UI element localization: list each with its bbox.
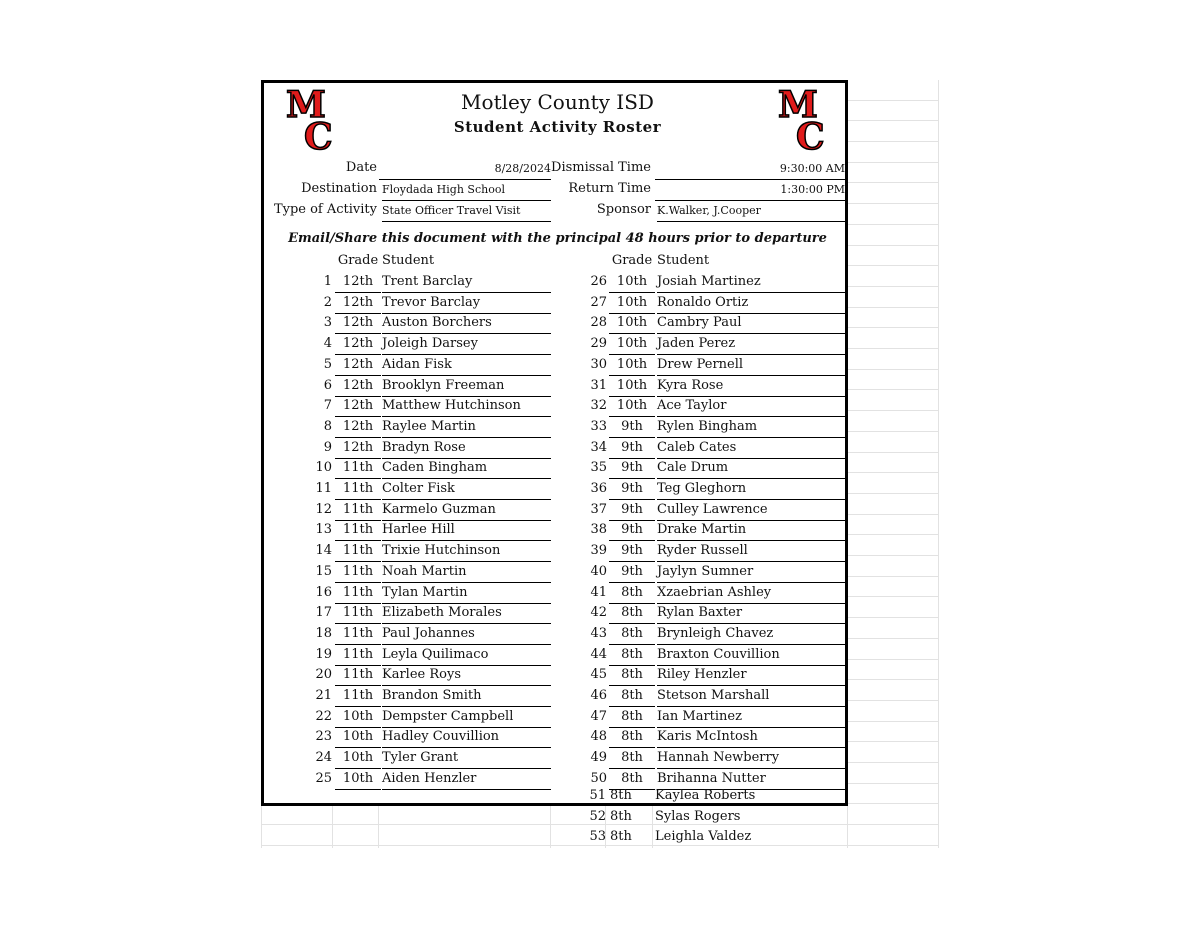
student-name[interactable]: Stetson Marshall bbox=[657, 686, 845, 707]
student-name[interactable]: Josiah Martinez bbox=[657, 272, 845, 293]
student-name[interactable]: Leighla Valdez bbox=[655, 829, 752, 845]
row-number: 49 bbox=[590, 750, 607, 766]
dismissal-time-label: Dismissal Time bbox=[551, 160, 651, 175]
student-name[interactable]: Caleb Cates bbox=[657, 438, 845, 459]
svg-text:M: M bbox=[286, 87, 326, 126]
roster-frame bbox=[261, 80, 848, 806]
destination-value[interactable]: Floydada High School bbox=[382, 180, 551, 201]
row-number: 48 bbox=[590, 729, 607, 745]
student-grade[interactable]: 8th bbox=[610, 788, 632, 803]
student-grade[interactable]: 8th bbox=[610, 829, 632, 845]
student-name[interactable]: Braxton Couvillion bbox=[657, 645, 845, 666]
row-number: 1 bbox=[323, 274, 332, 289]
student-name[interactable]: Teg Gleghorn bbox=[657, 479, 845, 500]
row-number: 44 bbox=[590, 646, 607, 662]
row-number: 43 bbox=[590, 625, 607, 641]
student-grade[interactable]: 9th bbox=[609, 458, 655, 479]
student-name[interactable]: Bradyn Rose bbox=[382, 438, 551, 459]
student-name[interactable]: Tylan Martin bbox=[382, 583, 551, 604]
student-grade[interactable]: 8th bbox=[609, 603, 655, 624]
row-number: 29 bbox=[590, 336, 607, 352]
student-name[interactable]: Dempster Campbell bbox=[382, 707, 551, 728]
student-grade[interactable]: 8th bbox=[609, 645, 655, 666]
student-name[interactable]: Rylen Bingham bbox=[657, 417, 845, 438]
row-number: 52 bbox=[589, 808, 606, 824]
row-number: 4 bbox=[323, 336, 332, 352]
row-number: 45 bbox=[590, 667, 607, 683]
student-grade[interactable]: 10th bbox=[609, 313, 655, 334]
student-grade[interactable]: 11th bbox=[335, 686, 381, 707]
row-number: 31 bbox=[590, 377, 607, 393]
student-name[interactable]: Caden Bingham bbox=[382, 458, 551, 479]
page-subtitle: Student Activity Roster bbox=[453, 118, 662, 136]
left-student-header: Student bbox=[382, 253, 435, 268]
student-name[interactable]: Hadley Couvillion bbox=[382, 727, 551, 748]
student-name[interactable]: Aidan Fisk bbox=[382, 355, 551, 376]
student-grade[interactable]: 11th bbox=[335, 603, 381, 624]
destination-label: Destination bbox=[301, 181, 377, 196]
student-grade[interactable]: 12th bbox=[335, 334, 381, 355]
row-number: 42 bbox=[590, 605, 607, 621]
student-name[interactable]: Matthew Hutchinson bbox=[382, 396, 551, 417]
row-number: 20 bbox=[315, 667, 332, 683]
row-number: 12 bbox=[315, 501, 332, 517]
roster-sheet bbox=[261, 80, 939, 848]
student-name[interactable]: Drake Martin bbox=[657, 520, 845, 541]
student-name[interactable]: Ace Taylor bbox=[657, 396, 845, 417]
student-name[interactable]: Trevor Barclay bbox=[382, 293, 551, 314]
student-grade[interactable]: 10th bbox=[335, 769, 381, 790]
student-grade[interactable]: 12th bbox=[335, 272, 381, 293]
student-name[interactable]: Joleigh Darsey bbox=[382, 334, 551, 355]
student-grade[interactable]: 10th bbox=[335, 748, 381, 769]
student-grade[interactable]: 12th bbox=[335, 417, 381, 438]
student-grade[interactable]: 9th bbox=[609, 520, 655, 541]
row-number: 33 bbox=[590, 418, 607, 434]
student-grade[interactable]: 11th bbox=[335, 500, 381, 521]
student-grade[interactable]: 8th bbox=[609, 686, 655, 707]
student-name[interactable]: Trixie Hutchinson bbox=[382, 541, 551, 562]
row-number: 14 bbox=[315, 543, 332, 559]
row-number: 5 bbox=[323, 356, 332, 372]
student-grade[interactable]: 11th bbox=[335, 520, 381, 541]
student-name[interactable]: Sylas Rogers bbox=[655, 808, 741, 824]
right-grade-header: Grade bbox=[611, 253, 653, 268]
student-grade[interactable]: 10th bbox=[609, 334, 655, 355]
student-name[interactable]: Auston Borchers bbox=[382, 313, 551, 334]
row-number: 39 bbox=[590, 543, 607, 559]
row-number: 7 bbox=[323, 398, 332, 414]
sponsor-label: Sponsor bbox=[596, 202, 651, 217]
row-number: 37 bbox=[590, 501, 607, 517]
student-grade[interactable]: 8th bbox=[610, 808, 632, 824]
student-grade[interactable]: 10th bbox=[335, 707, 381, 728]
student-grade[interactable]: 12th bbox=[335, 396, 381, 417]
student-grade[interactable]: 10th bbox=[609, 293, 655, 314]
row-number: 8 bbox=[323, 418, 332, 434]
row-number: 40 bbox=[590, 563, 607, 579]
student-name[interactable]: Paul Johannes bbox=[382, 624, 551, 645]
sponsor-value[interactable]: K.Walker, J.Cooper bbox=[657, 201, 845, 222]
student-grade[interactable]: 11th bbox=[335, 541, 381, 562]
student-name[interactable]: Elizabeth Morales bbox=[382, 603, 551, 624]
student-grade[interactable]: 9th bbox=[609, 438, 655, 459]
student-name[interactable]: Karis McIntosh bbox=[657, 727, 845, 748]
row-number: 6 bbox=[323, 377, 332, 393]
row-number: 38 bbox=[590, 522, 607, 538]
return-time-label: Return Time bbox=[568, 181, 651, 196]
row-number: 30 bbox=[590, 356, 607, 372]
student-name[interactable]: Brandon Smith bbox=[382, 686, 551, 707]
student-grade[interactable]: 12th bbox=[335, 313, 381, 334]
student-name[interactable]: Kaylea Roberts bbox=[655, 788, 756, 803]
row-number: 2 bbox=[323, 294, 332, 310]
row-number: 34 bbox=[590, 439, 607, 455]
row-number: 41 bbox=[590, 584, 607, 600]
student-grade[interactable]: 11th bbox=[335, 458, 381, 479]
student-name[interactable]: Drew Pernell bbox=[657, 355, 845, 376]
date-value[interactable]: 8/28/2024 bbox=[379, 159, 551, 180]
student-name[interactable]: Colter Fisk bbox=[382, 479, 551, 500]
row-number: 3 bbox=[323, 315, 332, 331]
row-number: 36 bbox=[590, 481, 607, 496]
student-grade[interactable]: 9th bbox=[609, 479, 655, 500]
student-grade[interactable]: 8th bbox=[609, 769, 655, 790]
student-name[interactable]: Ryder Russell bbox=[657, 541, 845, 562]
student-name[interactable]: Raylee Martin bbox=[382, 417, 551, 438]
activity-type-label: Type of Activity bbox=[273, 202, 377, 217]
row-number: 47 bbox=[590, 708, 607, 724]
row-number: 18 bbox=[315, 625, 332, 641]
row-number: 46 bbox=[590, 688, 607, 703]
student-grade[interactable]: 9th bbox=[609, 541, 655, 562]
student-grade[interactable]: 10th bbox=[335, 727, 381, 748]
row-number: 32 bbox=[590, 398, 607, 414]
student-name[interactable]: Cale Drum bbox=[657, 458, 845, 479]
student-grade[interactable]: 12th bbox=[335, 438, 381, 459]
left-grade-header: Grade bbox=[337, 253, 379, 268]
student-grade[interactable]: 11th bbox=[335, 562, 381, 583]
right-student-header: Student bbox=[657, 253, 710, 268]
student-grade[interactable]: 10th bbox=[609, 272, 655, 293]
student-grade[interactable]: 8th bbox=[609, 665, 655, 686]
row-number: 23 bbox=[315, 729, 332, 745]
row-number: 21 bbox=[315, 688, 332, 703]
row-number: 22 bbox=[315, 708, 332, 724]
row-number: 26 bbox=[590, 274, 607, 289]
student-name[interactable]: Cambry Paul bbox=[657, 313, 845, 334]
student-name[interactable]: Karmelo Guzman bbox=[382, 500, 551, 521]
student-name[interactable]: Noah Martin bbox=[382, 562, 551, 583]
student-grade[interactable]: 8th bbox=[609, 707, 655, 728]
student-grade[interactable]: 11th bbox=[335, 645, 381, 666]
student-name[interactable]: Culley Lawrence bbox=[657, 500, 845, 521]
student-grade[interactable]: 10th bbox=[609, 355, 655, 376]
student-grade[interactable]: 12th bbox=[335, 376, 381, 397]
student-grade[interactable]: 10th bbox=[609, 396, 655, 417]
row-number: 16 bbox=[315, 584, 332, 600]
student-name[interactable]: Aiden Henzler bbox=[382, 769, 551, 790]
row-number: 35 bbox=[590, 460, 607, 476]
dismissal-time-value[interactable]: 9:30:00 AM bbox=[655, 159, 845, 180]
student-grade[interactable]: 8th bbox=[609, 727, 655, 748]
student-grade[interactable]: 8th bbox=[609, 748, 655, 769]
student-name[interactable]: Hannah Newberry bbox=[657, 748, 845, 769]
grid-col bbox=[938, 80, 939, 848]
row-number: 50 bbox=[590, 770, 607, 786]
student-grade[interactable]: 11th bbox=[335, 479, 381, 500]
notice-text: Email/Share this document with the principal 48 hours prior to departure bbox=[288, 231, 827, 246]
row-number: 28 bbox=[590, 315, 607, 331]
row-number: 17 bbox=[315, 605, 332, 621]
row-number: 24 bbox=[315, 750, 332, 766]
row-number: 19 bbox=[315, 646, 332, 662]
student-name[interactable]: Ronaldo Ortiz bbox=[657, 293, 845, 314]
student-name[interactable]: Karlee Roys bbox=[382, 665, 551, 686]
student-name[interactable]: Xzaebrian Ashley bbox=[657, 583, 845, 604]
student-name[interactable]: Tyler Grant bbox=[382, 748, 551, 769]
student-name[interactable]: Rylan Baxter bbox=[657, 603, 845, 624]
student-grade[interactable]: 12th bbox=[335, 293, 381, 314]
student-name[interactable]: Jaden Perez bbox=[657, 334, 845, 355]
row-number: 9 bbox=[323, 439, 332, 455]
row-number: 25 bbox=[315, 770, 332, 786]
student-name[interactable]: Riley Henzler bbox=[657, 665, 845, 686]
student-name[interactable]: Brynleigh Chavez bbox=[657, 624, 845, 645]
student-grade[interactable]: 12th bbox=[335, 355, 381, 376]
student-grade[interactable]: 8th bbox=[609, 583, 655, 604]
row-number: 15 bbox=[315, 563, 332, 579]
student-name[interactable]: Leyla Quilimaco bbox=[382, 645, 551, 666]
student-grade[interactable]: 8th bbox=[609, 624, 655, 645]
student-name[interactable]: Brooklyn Freeman bbox=[382, 376, 551, 397]
page-title: Motley County ISD bbox=[461, 90, 654, 114]
student-grade[interactable]: 9th bbox=[609, 500, 655, 521]
student-name[interactable]: Jaylyn Sumner bbox=[657, 562, 845, 583]
student-grade[interactable]: 10th bbox=[609, 376, 655, 397]
return-time-value[interactable]: 1:30:00 PM bbox=[655, 180, 845, 201]
student-grade[interactable]: 11th bbox=[335, 583, 381, 604]
student-name[interactable]: Harlee Hill bbox=[382, 520, 551, 541]
student-grade[interactable]: 11th bbox=[335, 624, 381, 645]
student-name[interactable]: Brihanna Nutter bbox=[657, 769, 845, 790]
row-number: 53 bbox=[589, 829, 606, 845]
svg-text:C: C bbox=[304, 116, 333, 151]
svg-text:C: C bbox=[796, 116, 825, 151]
date-label: Date bbox=[345, 160, 377, 175]
student-grade[interactable]: 9th bbox=[609, 562, 655, 583]
student-name[interactable]: Trent Barclay bbox=[382, 272, 551, 293]
student-grade[interactable]: 11th bbox=[335, 665, 381, 686]
row-number: 13 bbox=[315, 522, 332, 538]
activity-type-value[interactable]: State Officer Travel Visit bbox=[382, 201, 551, 222]
row-number: 11 bbox=[315, 481, 332, 496]
row-number: 27 bbox=[590, 294, 607, 310]
svg-text:M: M bbox=[778, 87, 818, 126]
row-number: 10 bbox=[315, 460, 332, 476]
row-number: 51 bbox=[589, 788, 606, 803]
student-name[interactable]: Kyra Rose bbox=[657, 376, 845, 397]
student-name[interactable]: Ian Martinez bbox=[657, 707, 845, 728]
student-grade[interactable]: 9th bbox=[609, 417, 655, 438]
